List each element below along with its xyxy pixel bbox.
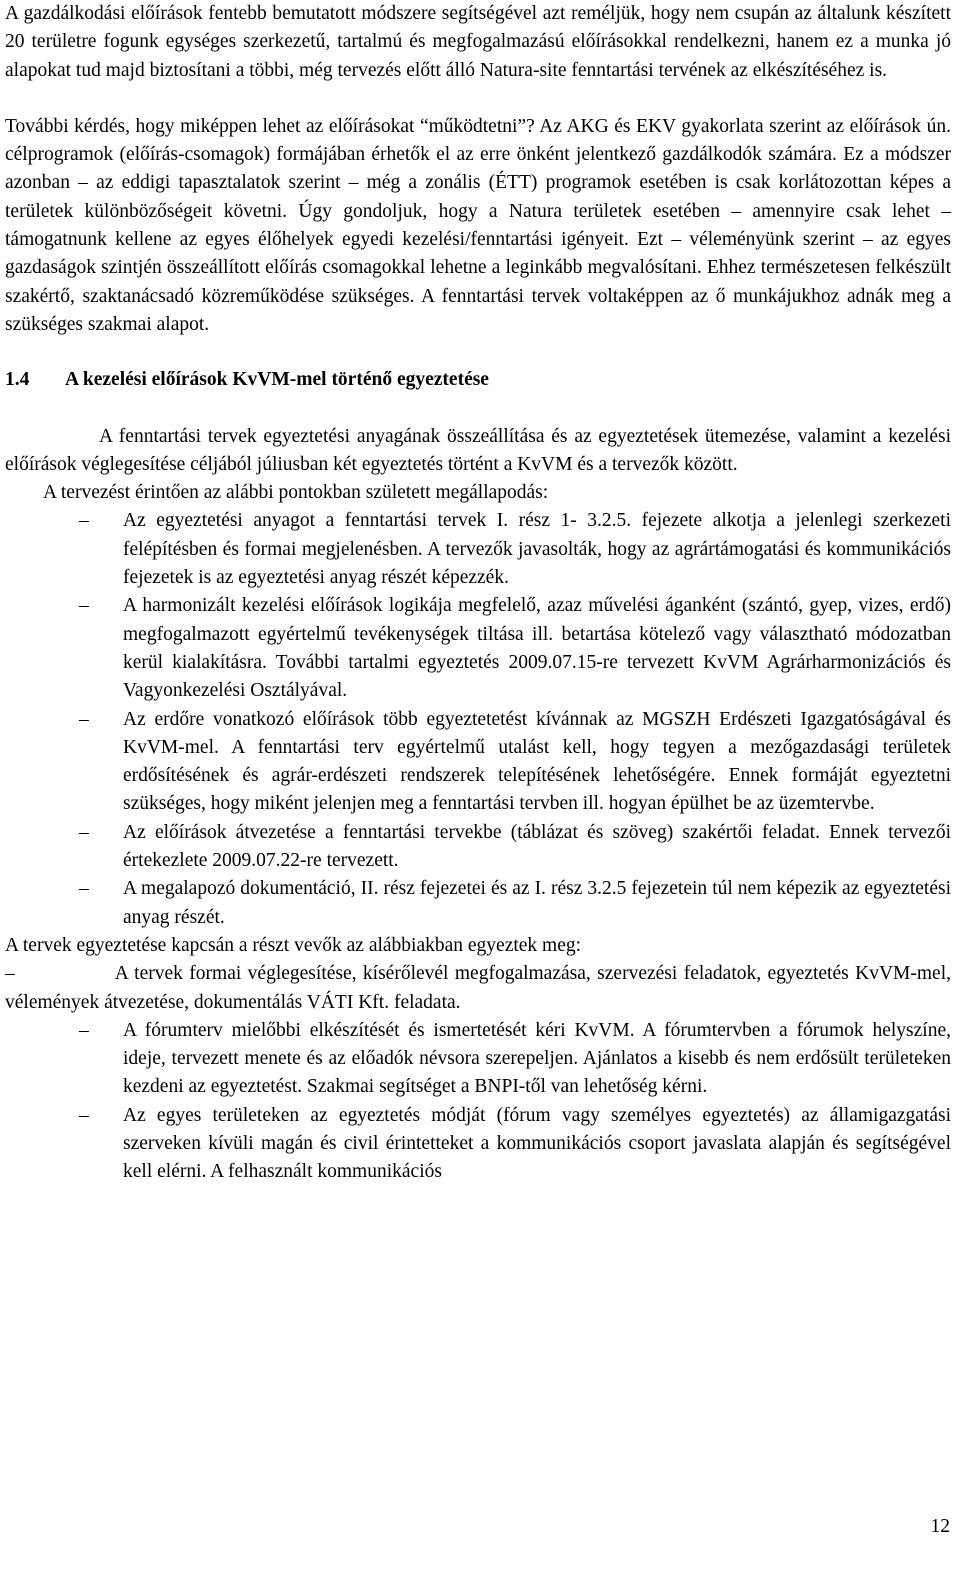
paragraph-outro-first	[5, 960, 951, 1017]
list-item-text: A megalapozó dokumentáció, II. rész fejezetei és az I. rész 3.2.5 fejezetein túl nem képezik az egyeztetési anyag részét.	[123, 878, 951, 928]
paragraph-outro-intro: A tervek egyeztetése kapcsán a részt vevők az alábbiakban egyeztek meg:	[5, 934, 582, 956]
paragraph-section-intro: A fenntartási tervek egyeztetési anyagának összeállítása és az egyeztetések ütemezése, valamint a kezelési előírások véglegesítése céljából júliusban két egyeztetés történt a KvVM és a tervezők között.	[5, 425, 951, 475]
dash-bullet: –	[79, 878, 89, 900]
dash-bullet: –	[79, 821, 89, 843]
paragraph-intro: A gazdálkodási előírások fentebb bemutatott módszere segítségével azt reméljük, hogy nem csupán az általunk készített 20 területre fogunk egységes szerkezetű, tartalmú és megfogalmazású előírásokkal rendelkezni, hanem ez a munka jó alapokat tud majd biztosítani a többi, még tervezés előtt álló Natura-site fenntartási tervének az elkészítéséhez is.	[5, 3, 951, 81]
dash-bullet: –	[79, 1104, 89, 1126]
list-item-text: Az előírások átvezetése a fenntartási tervekbe (táblázat és szöveg) szakértői feladat. Ennek tervezői értekezlete 2009.07.22-re tervezett.	[123, 821, 951, 872]
section-title: A kezelési előírások KvVM-mel történő egyeztetése	[65, 369, 489, 391]
dash-bullet: –	[5, 963, 15, 985]
list-item	[5, 507, 951, 592]
list-item-text: A harmonizált kezelési előírások logikája megfelelő, azaz művelési áganként (szántó, gyep, vizes, erdő) megfogalmazott egyértelmű tevékenységek tiltása ill. betartása kötelező vagy választható módozatban kerül kialakításra. További tartalmi egyeztetés 2009.07.15-re tervezett KvVM Agrárharmonizációs és Vagyonkezelési Osztályával.	[123, 595, 951, 702]
list-item-text: A fórumterv mielőbbi elkészítését és ismertetését kéri KvVM. A fórumtervben a fórumok helyszíne, ideje, tervezett menete és az előadók névsora szerepeljen. Ajánlatos a kisebb és nem erdősült területeken kezdeni az egyeztetést. Szakmai segítséget a BNPI-től van lehetőség kérni.	[123, 1019, 951, 1098]
paragraph-agreement-intro: A tervezést érintően az alábbi pontokban született megállapodás:	[43, 482, 549, 504]
dash-bullet: –	[79, 708, 89, 730]
list-item	[5, 875, 951, 932]
document-page	[5, 0, 951, 1187]
list-item-text: Az egyes területeken az egyeztetés módját (fórum vagy személyes egyeztetés) az államigazgatási szerveken kívüli magán és civil érintetteket a kommunikációs csoport javaslata alapján és segítségével kell elérni. A felhasznált kommunikációs	[123, 1104, 951, 1183]
list-item-text: Az erdőre vonatkozó előírások több egyeztetetést kívánnak az MGSZH Erdészeti Igazgatóságával és KvVM-mel. A fenntartási terv egyértelmű utalást kell, hogy tegyen a mezőgazdasági területek erdősítésének és agrár-erdészeti rendszerek telepítésének lehetőségére. Ennek formáját egyeztetni szükséges, hogy miként jelenjen meg a fenntartási tervben ill. hogyan épülhet be az üzemtervbe.	[123, 708, 951, 815]
dash-bullet: –	[79, 1019, 89, 1041]
outro-list	[5, 1017, 951, 1187]
section-heading	[5, 366, 951, 394]
list-item-text: Az egyeztetési anyagot a fenntartási tervek I. rész 1- 3.2.5. fejezete alkotja a jelenlegi szerkezeti felépítésben és formai megjelenésben. A tervezők javasolták, hogy az agrártámogatási és kommunikációs fejezetek is az egyeztetési anyag részét képezzék.	[123, 510, 951, 589]
dash-bullet: –	[79, 595, 89, 617]
dash-bullet: –	[79, 510, 89, 532]
section-number: 1.4	[5, 369, 30, 391]
outro-first-text: A tervek formai véglegesítése, kísérőlevél megfogalmazása, szervezési feladatok, egyeztetés KvVM-mel, vélemények átvezetése, dokumentálás VÁTI Kft. feladata.	[5, 963, 951, 1013]
agreement-list	[5, 507, 951, 931]
list-item	[5, 592, 951, 705]
list-item	[5, 1102, 951, 1187]
list-item	[5, 1017, 951, 1102]
paragraph-question: További kérdés, hogy miképpen lehet az előírásokat “működtetni”? Az AKG és EKV gyakorlata szerint az előírások ún. célprogramok (előírás-csomagok) formájában érhetők el az erre önként jelentkező gazdálkodók számára. Ez a módszer azonban – az eddigi tapasztalatok szerint – még a zonális (ÉTT) programok esetében is csak korlátozottan képes a területek különbözőségeit követni. Úgy gondoljuk, hogy a Natura területek esetében – amennyire csak lehet – támogatnunk kellene az egyes élőhelyek egyedi kezelési/fenntartási igényeit. Ezt – véleményünk szerint – az egyes gazdaságok szintjén összeállított előírás csomagokkal lehetne a leginkább megvalósítani. Ehhez természetesen felkészült szakértő, szaktanácsadó közreműködése szükséges. A fenntartási tervek voltaképpen az ő munkájukhoz adnák meg a szükséges szakmai alapot.	[5, 115, 951, 335]
list-item	[5, 819, 951, 876]
page-number: 12	[930, 1516, 950, 1537]
list-item	[5, 706, 951, 819]
